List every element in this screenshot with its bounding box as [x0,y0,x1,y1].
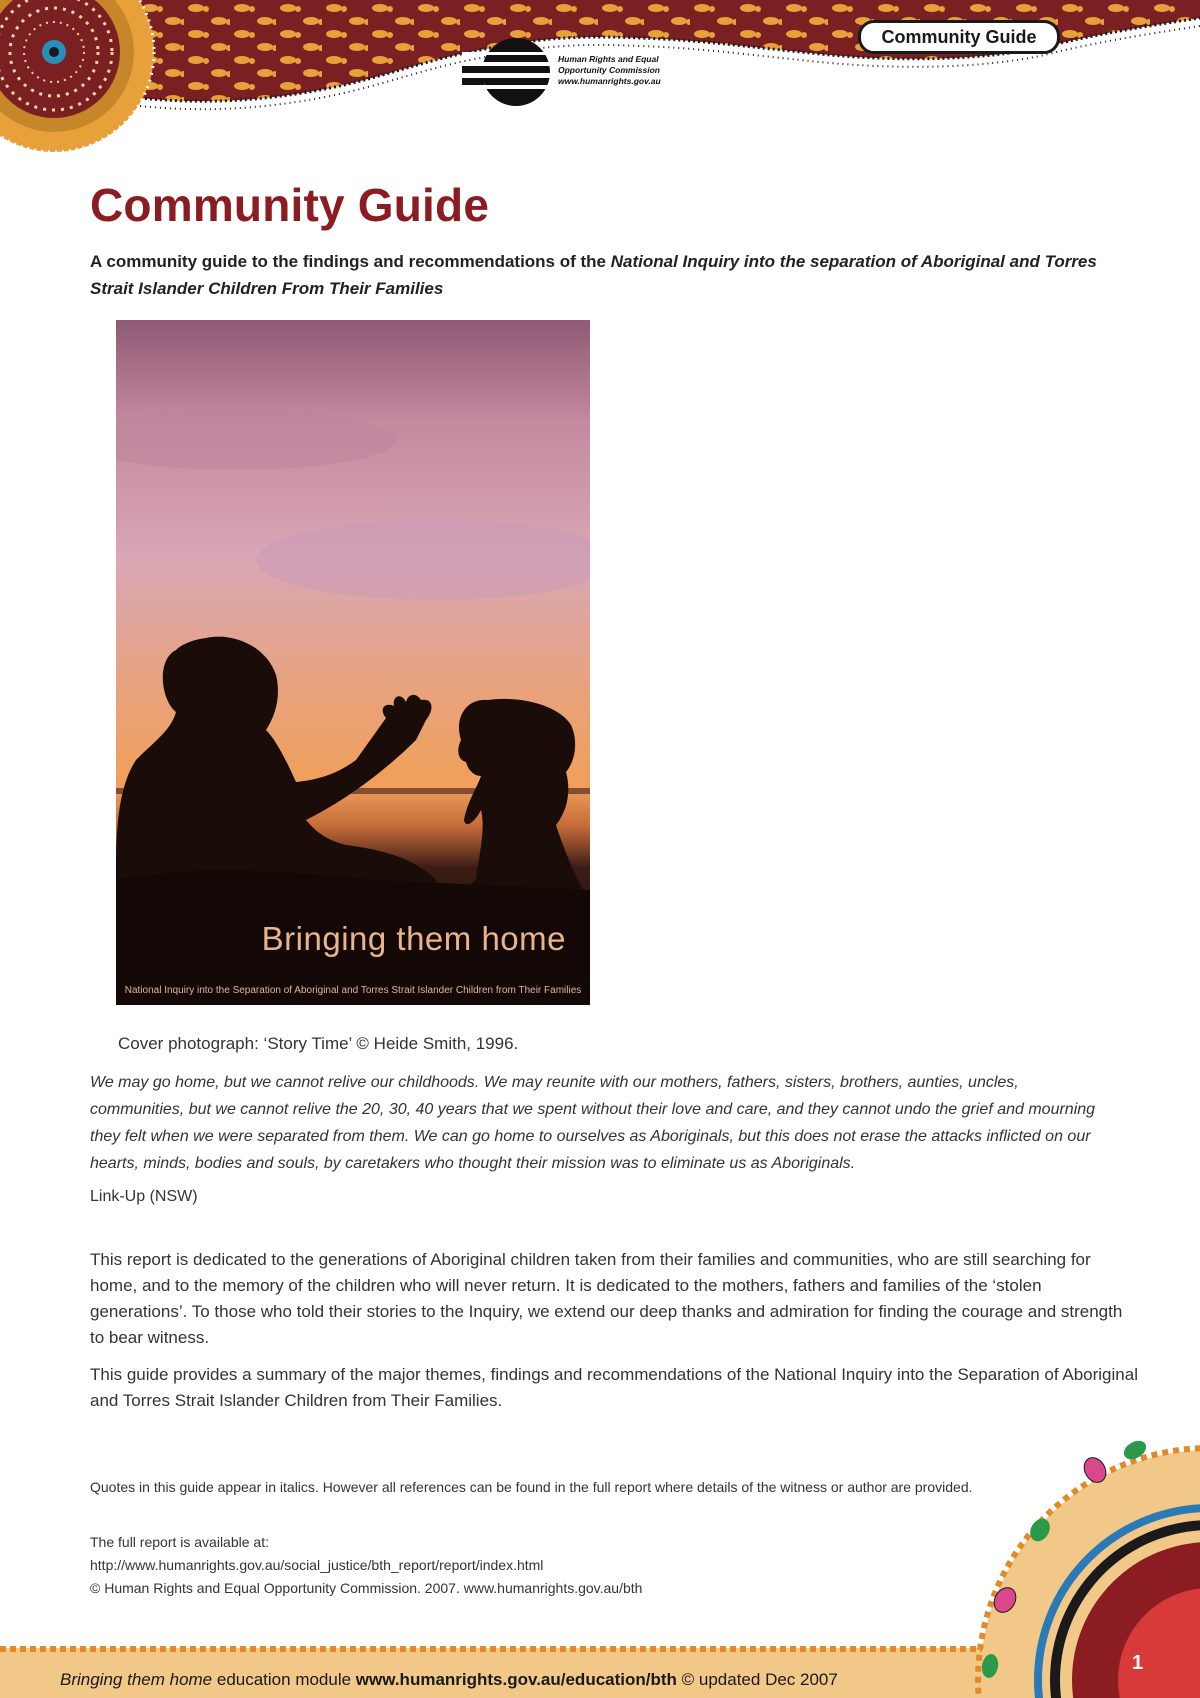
subtitle-lead: A community guide to the findings and recommendations of the [90,252,611,271]
logo-org-line2: Opportunity Commission [558,65,660,75]
available-label: The full report is available at: [90,1534,269,1550]
page-title: Community Guide [90,179,490,231]
footer-module-label: education module [212,1670,356,1689]
footer-url-link[interactable]: www.humanrights.gov.au/education/bth [355,1670,677,1689]
quotes-note: Quotes in this guide appear in italics. However all references can be found in the full report where details of the witness or author are provided. [90,1479,973,1495]
cover-photo [116,320,590,1005]
subtitle-italic: National Inquiry into the separation of Aboriginal and Torres Strait Islander Children From Their Families [90,252,1097,298]
cover-caption: Cover photograph: ‘Story Time’ © Heide Smith, 1996. [118,1034,519,1053]
footer-module-line [60,1670,838,1694]
quote-text: We may go home, but we cannot relive our childhoods. We may reunite with our mothers, fathers, sisters, brothers, aunties, uncles, communities, but we cannot relive the 20, 30, 40 years that we spent without their love and care, and they cannot undo the grief and mourning they felt when we were separated from them. We can go home to ourselves as Aboriginals, but this does not erase the attacks inflicted on our hearts, minds, bodies and souls, by caretakers who thought their mission was to eliminate us as Aboriginals. [90,1074,1096,1172]
page-number: 1 [1132,1652,1144,1674]
corner-dot-art [960,1430,1200,1698]
cover-subtitle: National Inquiry into the Separation of Aboriginal and Torres Strait Islander Children from Their Families [124,985,582,996]
community-guide-badge: Community Guide [858,20,1060,54]
summary-paragraph: This guide provides a summary of the major themes, findings and recommendations of the National Inquiry into the Separation of Aboriginal and Torres Strait Islander Children from Their Families. [90,1365,1138,1410]
report-url-link[interactable]: http://www.humanrights.gov.au/social_justice/bth_report/report/index.html [90,1557,544,1573]
logo-org-url: www.humanrights.gov.au [558,76,661,86]
copyright-line: © Human Rights and Equal Opportunity Commission. 2007. www.humanrights.gov.au/bth [90,1580,643,1596]
hreoc-logo [462,36,682,108]
page-subtitle [90,248,1100,302]
hreoc-emblem-icon [462,36,554,108]
cover-photo-image [116,320,590,1005]
quote-attribution: Link-Up (NSW) [90,1188,198,1205]
logo-org-line1: Human Rights and Equal [558,54,659,64]
footer-module-title: Bringing them home [60,1670,213,1689]
dedication-paragraph: This report is dedicated to the generations of Aboriginal children taken from their families and communities, who are still searching for home, and to the memory of the children who will never return. It is dedicated to the mothers, fathers and families of the ‘stolen generations’. To those who told their stories to the Inquiry, we extend our deep thanks and admiration for finding the courage and strength to bear witness. [90,1250,1123,1347]
cover-title: Bringing them home [261,920,566,957]
footer-updated: © updated Dec 2007 [676,1670,838,1689]
availability-block [90,1531,642,1600]
